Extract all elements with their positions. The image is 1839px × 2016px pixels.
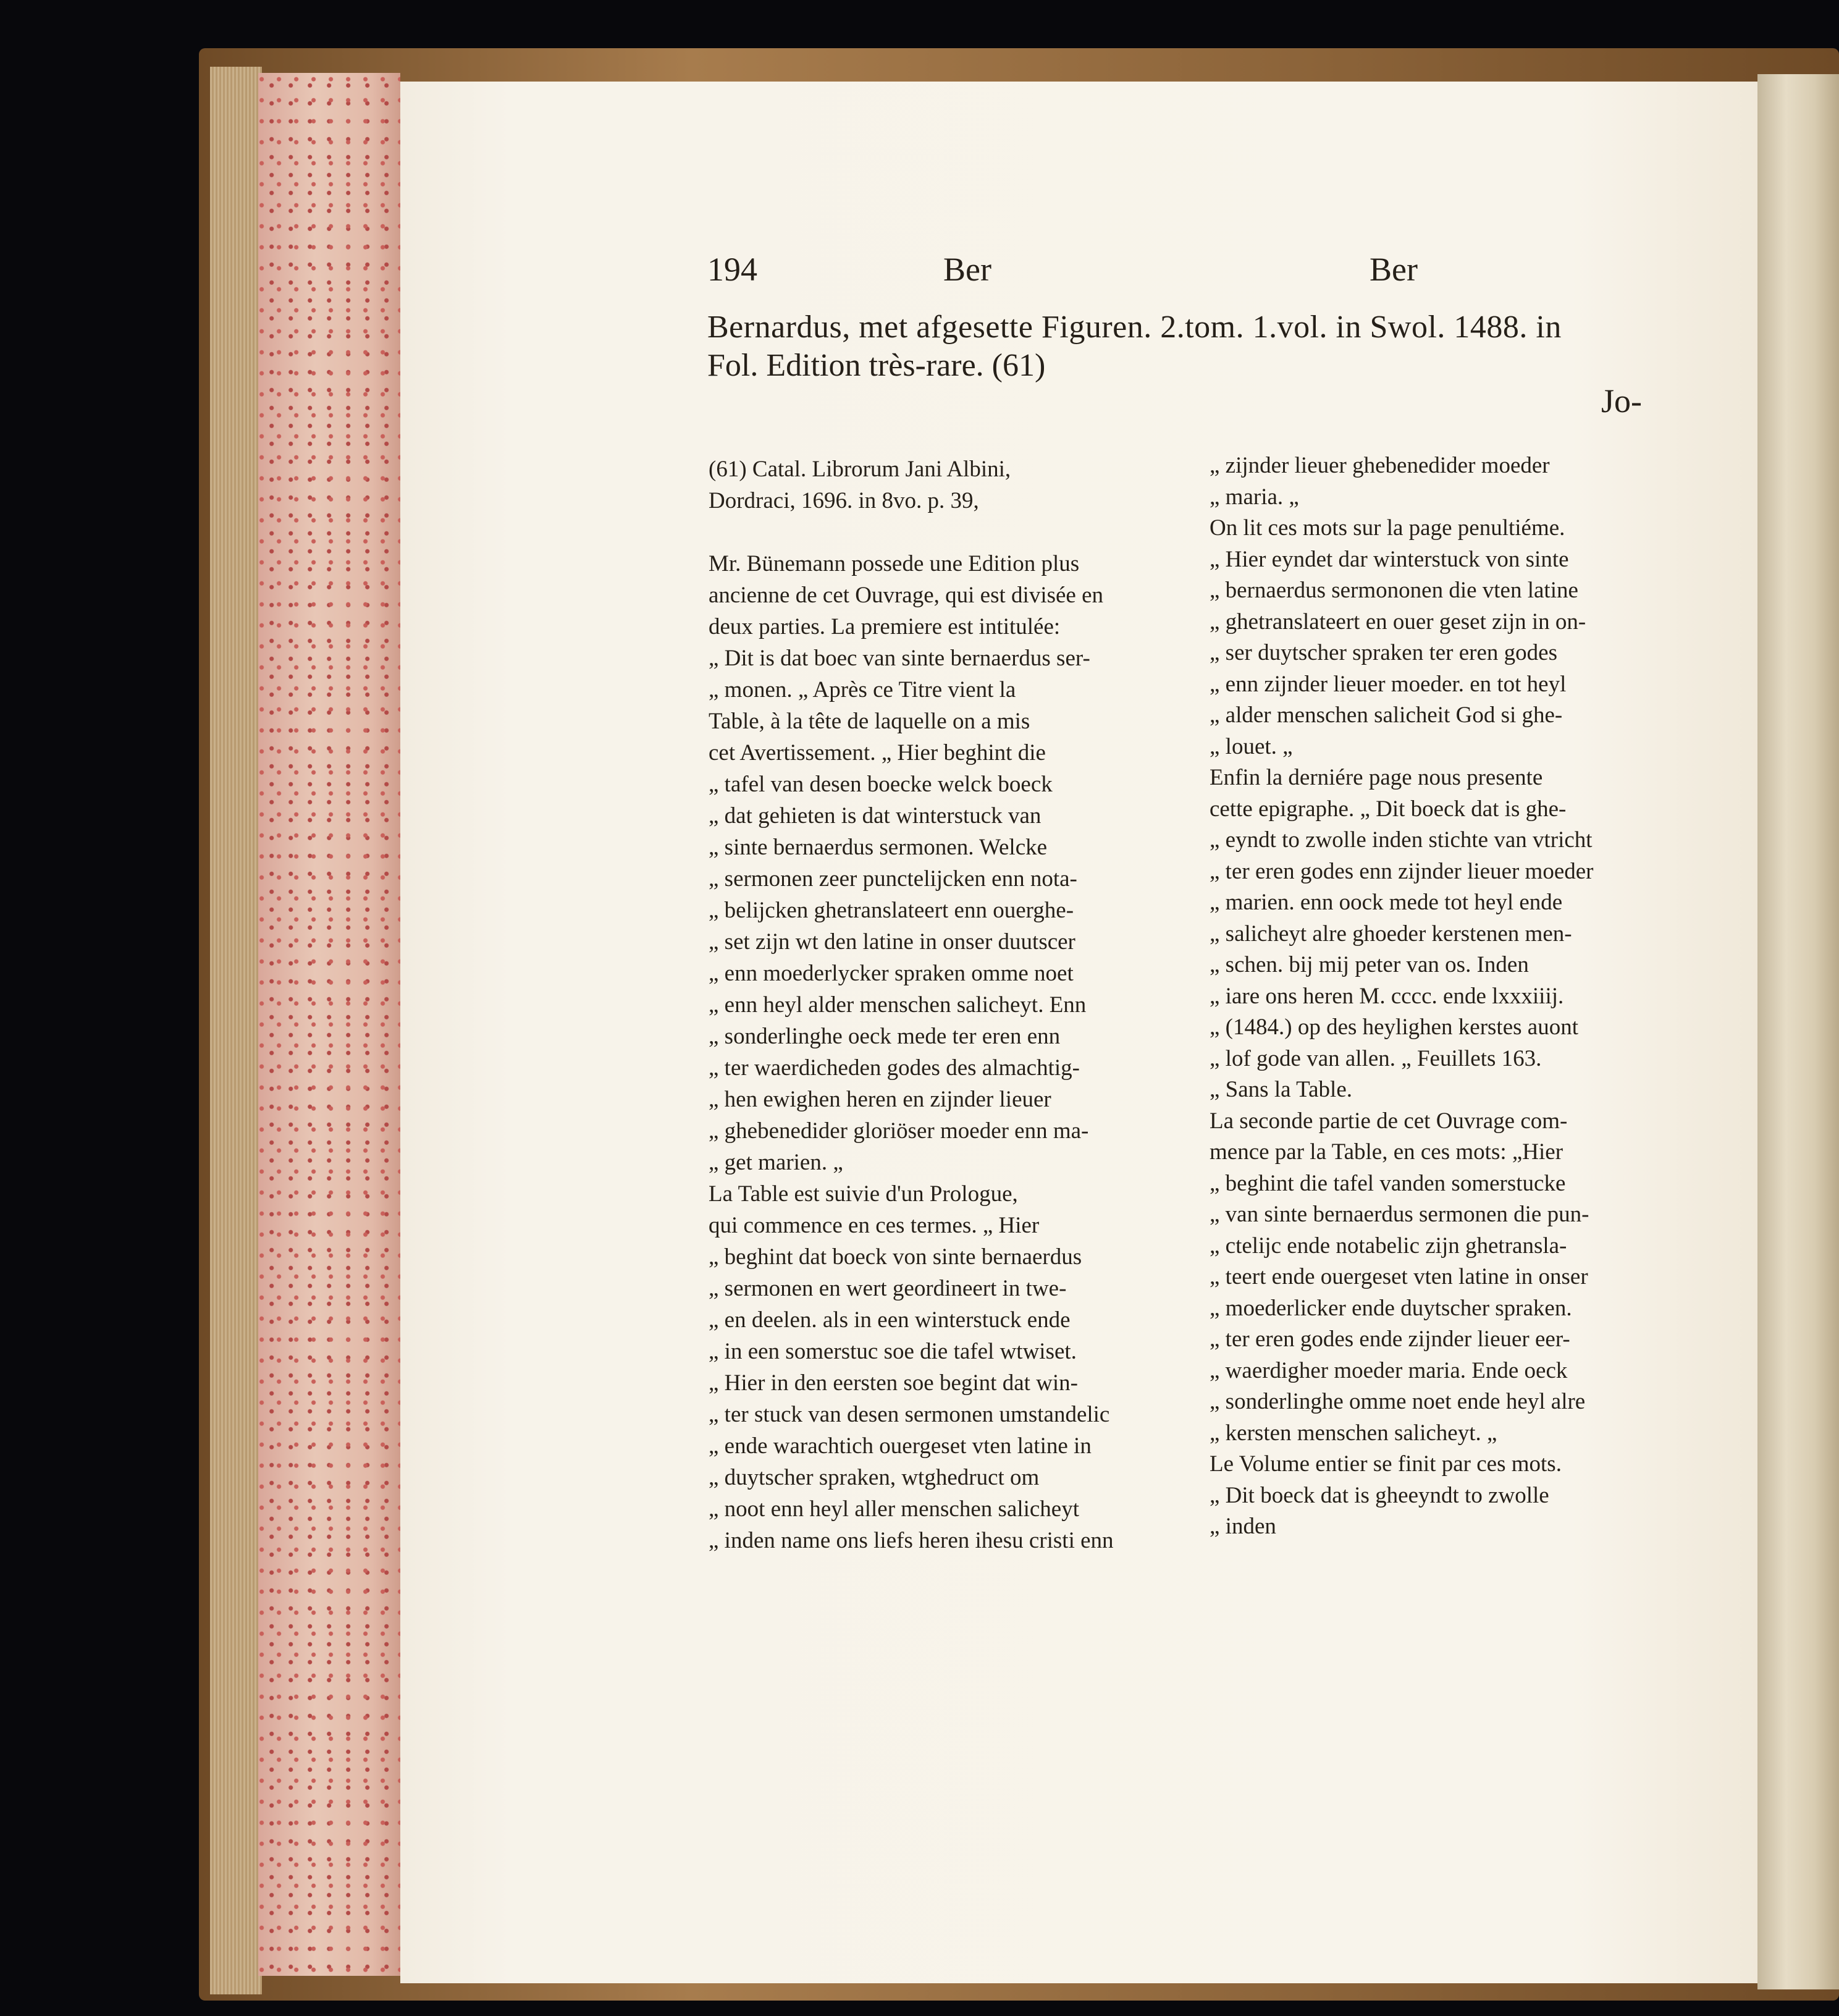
entry-line-2: Fol. Edition très-rare. (61) [707, 348, 1046, 383]
right-column-line: „ ter eren godes enn zijnder lieuer moeder [1210, 858, 1594, 884]
left-column-line: „ ter waerdicheden godes des almachtig- [709, 1055, 1080, 1081]
right-column-line: „ eyndt to zwolle inden stichte van vtricht [1210, 827, 1593, 853]
right-column-line: On lit ces mots sur la page penultiéme. [1210, 515, 1565, 541]
right-column-line: La seconde partie de cet Ouvrage com- [1210, 1108, 1568, 1134]
right-column-line: „ waerdigher moeder maria. Ende oeck [1210, 1357, 1568, 1383]
right-column-line: cette epigraphe. „ Dit boeck dat is ghe- [1210, 796, 1567, 822]
left-column-line: „ sinte bernaerdus sermonen. Welcke [709, 835, 1048, 860]
right-column-line: „ maria. „ [1210, 484, 1299, 510]
left-column-line: „ beghint dat boeck von sinte bernaerdus [709, 1244, 1082, 1270]
left-column-line: Mr. Bünemann possede une Edition plus [709, 551, 1080, 576]
left-column-line: „ set zijn wt den latine in onser duutscer [709, 929, 1075, 955]
left-column-line: „ tafel van desen boecke welck boeck [709, 772, 1053, 797]
right-column-line: „ teert ende ouergeset vten latine in onser [1210, 1264, 1588, 1289]
right-column-line: „ van sinte bernaerdus sermonen die pun- [1210, 1202, 1589, 1227]
right-column-line: „ salicheyt alre ghoeder kerstenen men- [1210, 921, 1572, 947]
right-column-line: „ ser duytscher spraken ter eren godes [1210, 640, 1557, 665]
sprinkled-page-edge [258, 73, 400, 1976]
left-column-line: „ dat gehieten is dat winterstuck van [709, 803, 1042, 829]
page-number: 194 [707, 251, 757, 288]
right-running-head: Ber [1370, 251, 1418, 288]
right-column-line: „ inden [1210, 1514, 1276, 1539]
right-column-line: „ (1484.) op des heylighen kerstes auont [1210, 1014, 1578, 1040]
left-column-line: ancienne de cet Ouvrage, qui est divisée en [709, 583, 1104, 608]
left-column-line: „ enn heyl alder menschen salicheyt. Enn [709, 992, 1087, 1018]
left-column-line: „ enn moederlycker spraken omme noet [709, 961, 1074, 986]
right-column-line: „ alder menschen salicheit God si ghe- [1210, 702, 1563, 728]
left-column-line: La Table est suivie d'un Prologue, [709, 1181, 1018, 1207]
right-column-line: „ moederlicker ende duytscher spraken. [1210, 1295, 1572, 1321]
right-column-line: „ sonderlinghe omme noet ende heyl alre [1210, 1389, 1586, 1414]
right-column-line: „ Sans la Table. [1210, 1077, 1352, 1102]
left-column-line: „ Dit is dat boec van sinte bernaerdus ser- [709, 646, 1090, 671]
left-column-line: „ sermonen zeer punctelijcken enn nota- [709, 866, 1077, 892]
entry-line-1: Bernardus, met afgesette Figuren. 2.tom. 1.vol. in Swol. 1488. in [707, 310, 1562, 345]
left-column-line: „ belijcken ghetranslateert enn ouerghe- [709, 898, 1074, 923]
right-column-line: Enfin la derniére page nous presente [1210, 765, 1543, 790]
left-column-line: deux parties. La premiere est intitulée: [709, 614, 1061, 639]
left-column-line: „ sermonen en wert geordineert in twe- [709, 1276, 1067, 1301]
right-column-line: „ marien. enn oock mede tot heyl ende [1210, 890, 1563, 915]
right-column-line: „ ghetranslateert en ouer geset zijn in on- [1210, 609, 1586, 635]
left-column-line: cet Avertissement. „ Hier beghint die [709, 740, 1046, 765]
left-column-line: (61) Catal. Librorum Jani Albini, [709, 457, 1011, 482]
left-column-line: qui commence en ces termes. „ Hier [709, 1213, 1040, 1238]
page-edges [210, 67, 262, 1994]
right-column-line: „ iare ons heren M. cccc. ende lxxxiiij. [1210, 983, 1564, 1009]
right-column-line: Le Volume entier se finit par ces mots. [1210, 1451, 1562, 1477]
right-column-line: „ lof gode van allen. „ Feuillets 163. [1210, 1045, 1542, 1071]
left-column-line: „ en deelen. als in een winterstuck ende [709, 1307, 1071, 1333]
left-column-line: „ get marien. „ [709, 1150, 843, 1175]
left-column-line: „ sonderlinghe oeck mede ter eren enn [709, 1024, 1061, 1049]
right-column-line: „ kersten menschen salicheyt. „ [1210, 1420, 1497, 1446]
left-column-line: „ inden name ons liefs heren ihesu cristi enn [709, 1528, 1114, 1553]
left-running-head: Ber [943, 251, 991, 288]
left-column-line: „ duytscher spraken, wtghedruct om [709, 1465, 1040, 1490]
left-column-line: Dordraci, 1696. in 8vo. p. 39, [709, 488, 979, 513]
right-column-line: „ ctelijc ende notabelic zijn ghetransla- [1210, 1233, 1567, 1259]
left-column-line: „ monen. „ Après ce Titre vient la [709, 677, 1016, 702]
right-column-line: „ enn zijnder lieuer moeder. en tot heyl [1210, 671, 1567, 697]
left-column-line: „ ter stuck van desen sermonen umstandelic [709, 1402, 1110, 1427]
left-column-line: „ hen ewighen heren en zijnder lieuer [709, 1087, 1051, 1112]
right-column-line: „ ter eren godes ende zijnder lieuer eer- [1210, 1326, 1570, 1352]
right-column-line: „ bernaerdus sermononen die vten latine [1210, 578, 1578, 603]
right-column-line: „ louet. „ [1210, 733, 1293, 759]
catchword-top: Jo- [1601, 382, 1642, 420]
left-column-line: „ Hier in den eersten soe begint dat win- [709, 1370, 1078, 1396]
left-column-line: „ noot enn heyl aller menschen salicheyt [709, 1496, 1080, 1522]
book-gutter [1757, 74, 1839, 1989]
right-column-line: mence par la Table, en ces mots: „Hier [1210, 1139, 1563, 1165]
left-column-line: „ ende warachtich ouergeset vten latine in [709, 1433, 1092, 1459]
left-column-line: Table, à la tête de laquelle on a mis [709, 709, 1030, 734]
left-column-line: „ in een somerstuc soe die tafel wtwiset. [709, 1339, 1077, 1364]
right-column-line: „ Dit boeck dat is gheeyndt to zwolle [1210, 1482, 1549, 1508]
right-column-line: „ Hier eyndet dar winterstuck von sinte [1210, 546, 1569, 572]
right-column-line: „ zijnder lieuer ghebenedider moeder [1210, 453, 1550, 478]
right-column-line: „ beghint die tafel vanden somerstucke [1210, 1170, 1566, 1196]
right-column-line: „ schen. bij mij peter van os. Inden [1210, 952, 1529, 977]
left-column-line: „ ghebenedider gloriöser moeder enn ma- [709, 1118, 1089, 1144]
